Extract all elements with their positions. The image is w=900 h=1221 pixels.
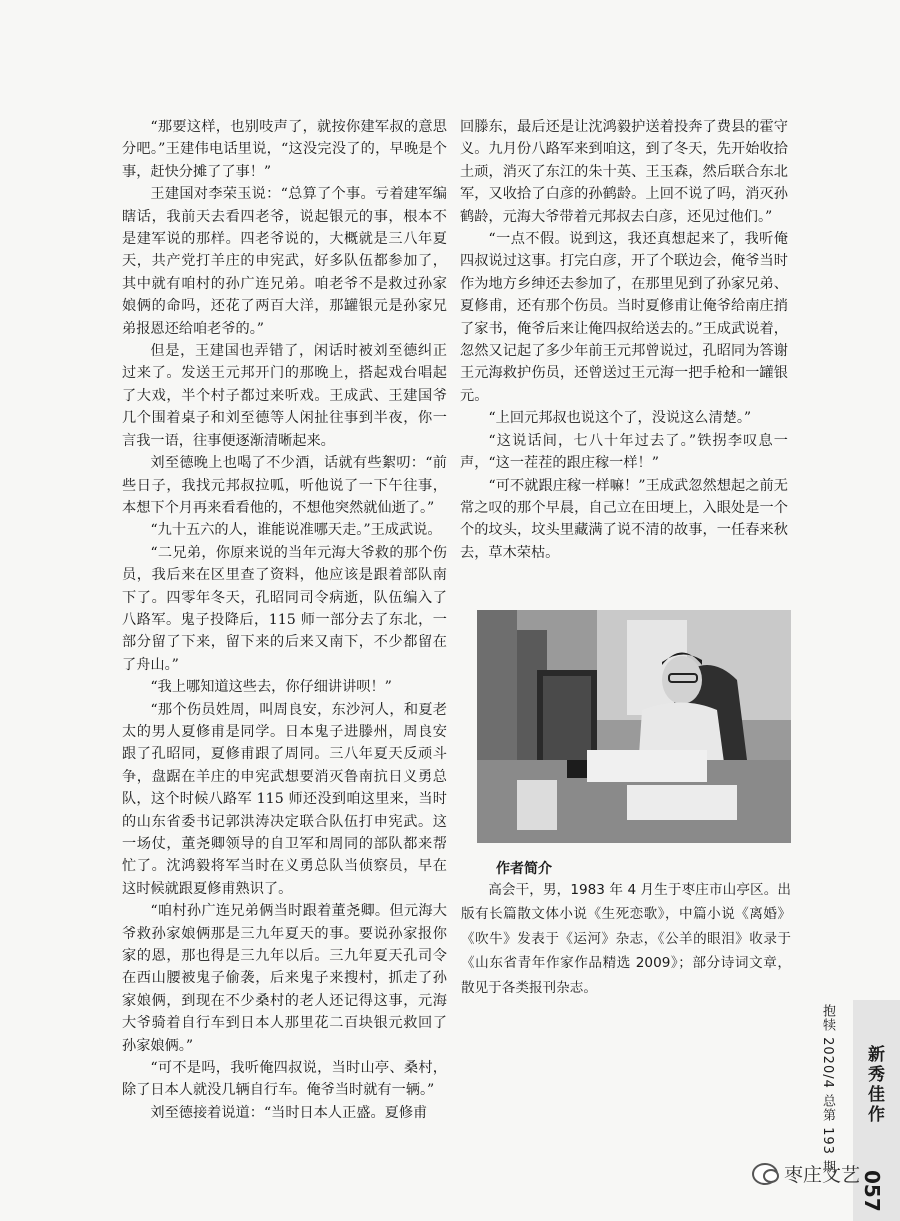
article-left-column (122, 116, 447, 1124)
article-paragraph: “可不就跟庄稼一样嘛！”王成武忽然想起之前无常之叹的那个早晨，自己立在田埂上，入眼处是一个个的坟头，坟头里藏满了说不清的故事，一任春来秋去，草木荣枯。 (460, 477, 788, 561)
page-number: 057 (860, 1170, 884, 1212)
author-intro-heading: 作者简介 (496, 861, 552, 877)
author-photo (477, 610, 791, 843)
author-bio-paragraph: 高会干，男，1983 年 4 月生于枣庄市山亭区。出版有长篇散文体小说《生死恋歌》，中篇小说《离婚》《吹牛》发表于《运河》杂志，《公羊的眼泪》收录于《山东省青年作家作品精选 2009》；部分诗词文章，散见于各类报刊杂志。 (461, 882, 791, 996)
journal-issue-info: 抱犊 2020/4 总第 193 期 (820, 1004, 835, 1175)
article-right-column (460, 116, 788, 564)
article-paragraph: “九十五六的人，谁能说准哪天走。”王成武说。 (150, 522, 442, 539)
column-name: 新秀佳作 (864, 1045, 884, 1125)
article-paragraph: “可不是吗，我听俺四叔说，当时山亭、桑村，除了日本人就没几辆自行车。俺爷当时就有一辆。” (122, 1060, 447, 1099)
watermark (752, 1160, 860, 1187)
article-paragraph: 王建国对李荣玉说：“总算了个事。亏着建军编瞎话，我前天去看四老爷，说起银元的事，根本不是建军说的那样。四老爷说的，大概就是三八年夏天，共产党打羊庄的申宪武，好多队伍都参加了，其中就有咱村的孙广连兄弟。咱老爷不是救过孙家娘俩的命吗，还花了两百大洋，那罐银元是孙家兄弟报恩还给咱老爷的。” (122, 186, 447, 337)
article-paragraph: “那个伤员姓周，叫周良安，东沙河人，和夏老太的男人夏修甫是同学。日本鬼子进滕州，周良安跟了孔昭同，夏修甫跟了周同。三八年夏天反顽斗争，盘踞在羊庄的申宪武想要消灭鲁南抗日义勇总队，这个时候八路军 115 师还没到咱这里来，当时的山东省委书记郭洪涛决定联合队伍打申宪武。这一场仗，董尧卿领导的自卫军和周同的部队都来帮忙了。沈鸿毅将军当时在义勇总队当侦察员，早在这时候就跟夏修甫熟识了。 (122, 701, 447, 897)
article-paragraph: 刘至德接着说道：“当时日本人正盛。夏修甫 (150, 1104, 428, 1121)
article-paragraph: “一点不假。说到这，我还真想起来了，我听俺四叔说过这事。打完白彦，开了个联边会，俺爷当时作为地方乡绅还去参加了，在那里见到了孙家兄弟、夏修甫，还有那个伤员。当时夏修甫让俺爷给南庄捎了家书，俺爷后来让俺四叔给送去的。”王成武说着，忽然又记起了多少年前王元邦曾说过，孔昭同为答谢王元海救护伤员，还曾送过王元海一把手枪和一罐银元。 (460, 231, 788, 404)
author-photo-illustration (477, 610, 791, 843)
watermark-text: 枣庄文艺 (784, 1164, 861, 1186)
article-paragraph: 但是，王建国也弄错了，闲话时被刘至德纠正过来了。发送王元邦开门的那晚上，搭起戏台唱起了大戏，半个村子都过来听戏。王成武、王建国爷几个围着桌子和刘至德等人闲扯往事到半夜，你一言我一语，往事便逐渐清晰起来。 (122, 343, 447, 449)
article-paragraph: “二兄弟，你原来说的当年元海大爷救的那个伤员，我后来在区里查了资料，他应该是跟着部队南下了。四零年冬天，孔昭同司令病逝，队伍编入了八路军。鬼子投降后，115 师一部分去了东北，一部分留了下来，留下来的后来又南下，不少都留在了舟山。” (122, 544, 447, 673)
article-paragraph: “我上哪知道这些去，你仔细讲讲呗！” (150, 679, 392, 696)
article-paragraph: “那要这样，也别吱声了，就按你建军叔的意思分吧。”王建伟电话里说，“这没完没了的，早晚是个事，赶快分摊了了事！” (122, 119, 447, 180)
article-paragraph: 刘至德晚上也喝了不少酒，话就有些絮叨：“前些日子，我找元邦叔拉呱，听他说了一下午往事，本想下个月再来看看他的，不想他突然就仙逝了。” (122, 455, 447, 516)
article-paragraph: “这说话间，七八十年过去了。”铁拐李叹息一声，“这一茬茬的跟庄稼一样！” (460, 432, 788, 472)
author-intro-text (461, 878, 791, 1000)
article-paragraph: “上回元邦叔也说这个了，没说这么清楚。” (488, 410, 752, 427)
article-paragraph: “咱村孙广连兄弟俩当时跟着董尧卿。但元海大爷救孙家娘俩那是三九年夏天的事。要说孙家报你家的恩，那也得是三九年以后。三九年夏天孔司令在西山腰被鬼子偷袭，后来鬼子来搜村，抓走了孙家娘俩，到现在不少桑村的老人还记得这事，元海大爷骑着自行车到日本人那里花二百块银元救回了孙家娘俩。” (122, 903, 447, 1054)
article-paragraph: 回滕东，最后还是让沈鸿毅护送着投奔了费县的霍守义。九月份八路军来到咱这，到了冬天，先开始收拾土顽，消灭了东江的朱十英、王玉森，然后联合东北军，又收拾了白彦的孙鹤龄。上回不说了吗，消灭孙鹤龄，元海大爷带着元邦叔去白彦，还见过他们。” (460, 119, 788, 225)
wechat-icon (752, 1163, 778, 1185)
